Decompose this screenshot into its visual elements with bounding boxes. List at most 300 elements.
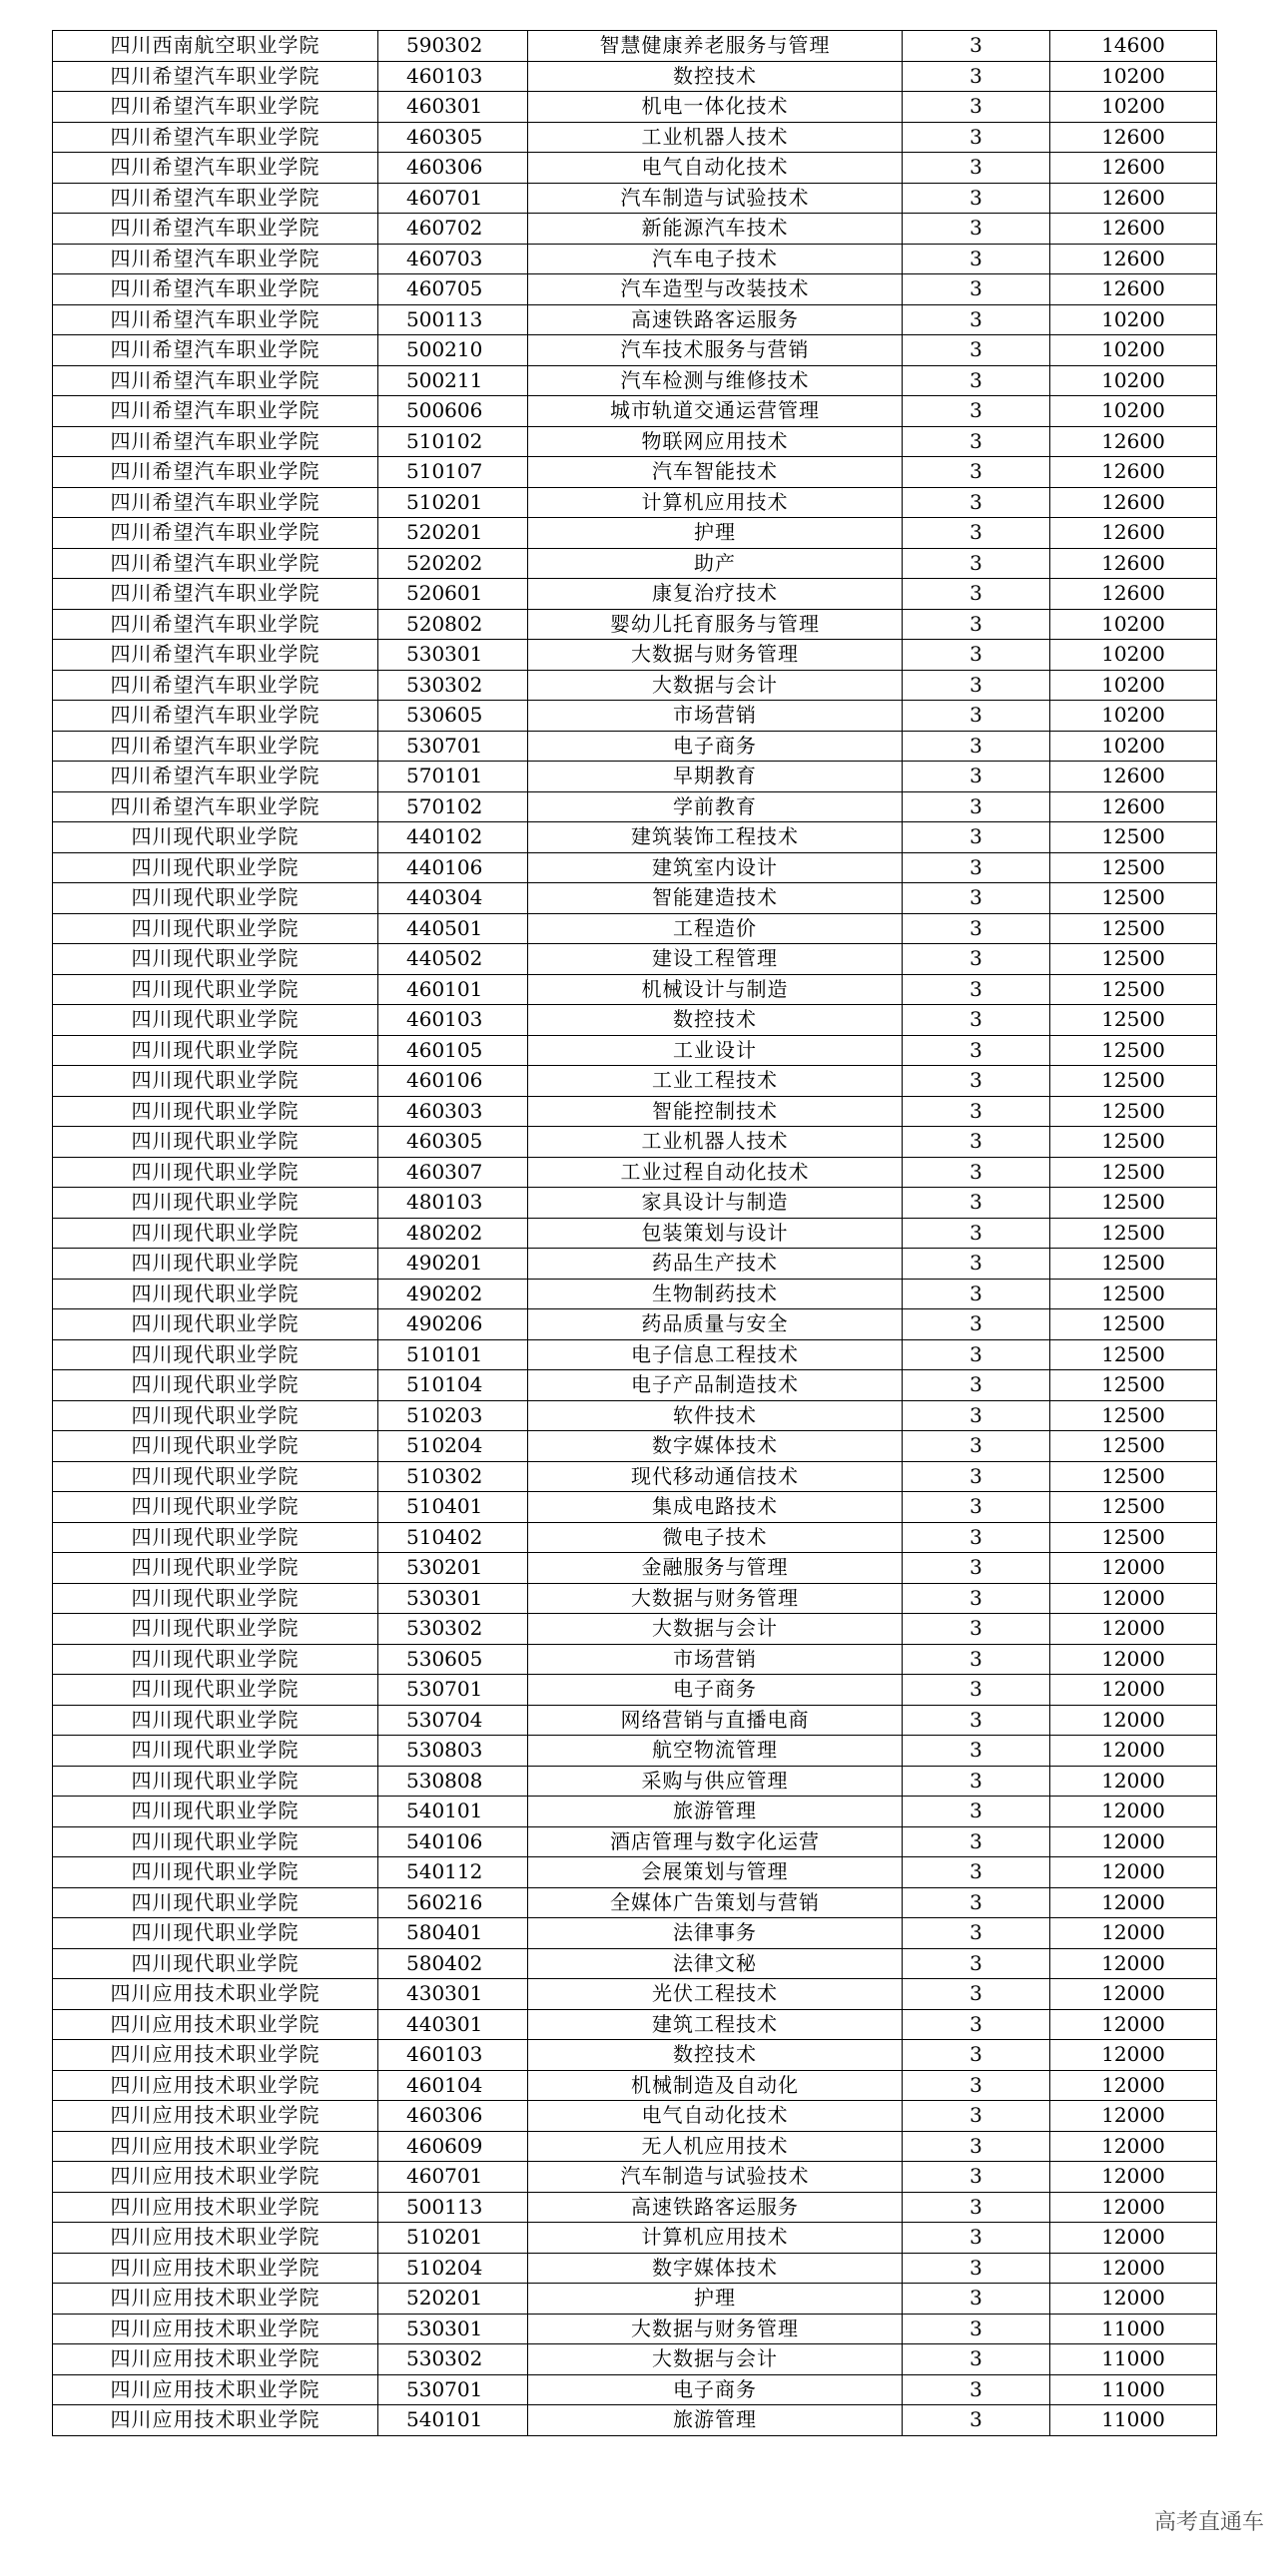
duration-years-cell: 3: [903, 762, 1050, 792]
major-code-cell: 540112: [378, 1857, 528, 1888]
major-code-cell: 540106: [378, 1826, 528, 1857]
major-name-cell: 微电子技术: [528, 1522, 903, 1553]
tuition-fee-cell: 12000: [1050, 1705, 1217, 1736]
major-name-cell: 数控技术: [528, 61, 903, 92]
table-row: [53, 1644, 1217, 1675]
tuition-fee-cell: 12000: [1050, 1797, 1217, 1827]
major-code-cell: 500210: [378, 335, 528, 366]
major-code-cell: 560216: [378, 1887, 528, 1918]
tuition-fee-cell: 12000: [1050, 1766, 1217, 1797]
major-name-cell: 工业过程自动化技术: [528, 1157, 903, 1188]
duration-years-cell: 3: [903, 791, 1050, 822]
major-name-cell: 会展策划与管理: [528, 1857, 903, 1888]
major-code-cell: 440502: [378, 944, 528, 975]
major-code-cell: 510107: [378, 457, 528, 488]
major-name-cell: 电子产品制造技术: [528, 1370, 903, 1401]
table-row: [53, 640, 1217, 671]
duration-years-cell: 3: [903, 701, 1050, 732]
school-name-cell: 四川现代职业学院: [53, 1797, 378, 1827]
major-code-cell: 510201: [378, 2223, 528, 2254]
school-name-cell: 四川希望汽车职业学院: [53, 335, 378, 366]
duration-years-cell: 3: [903, 487, 1050, 518]
duration-years-cell: 3: [903, 944, 1050, 975]
table-row: [53, 1583, 1217, 1614]
tuition-fee-cell: 12000: [1050, 1887, 1217, 1918]
major-code-cell: 460105: [378, 1035, 528, 1066]
major-code-cell: 530302: [378, 1614, 528, 1645]
table-row: [53, 1279, 1217, 1309]
school-name-cell: 四川希望汽车职业学院: [53, 426, 378, 457]
school-name-cell: 四川现代职业学院: [53, 1918, 378, 1949]
tuition-fee-cell: 12500: [1050, 1249, 1217, 1280]
major-name-cell: 大数据与财务管理: [528, 640, 903, 671]
tuition-fee-cell: 12500: [1050, 1309, 1217, 1340]
tuition-fee-cell: 12500: [1050, 1279, 1217, 1309]
tuition-fee-cell: 12000: [1050, 2192, 1217, 2223]
duration-years-cell: 3: [903, 214, 1050, 245]
major-name-cell: 物联网应用技术: [528, 426, 903, 457]
school-name-cell: 四川希望汽车职业学院: [53, 791, 378, 822]
table-row: [53, 883, 1217, 914]
major-name-cell: 计算机应用技术: [528, 487, 903, 518]
table-row: [53, 122, 1217, 153]
duration-years-cell: 3: [903, 2314, 1050, 2344]
duration-years-cell: 3: [903, 518, 1050, 549]
major-code-cell: 500113: [378, 304, 528, 335]
table-row: [53, 1553, 1217, 1584]
duration-years-cell: 3: [903, 852, 1050, 883]
table-row: [53, 1400, 1217, 1431]
major-code-cell: 530701: [378, 731, 528, 762]
duration-years-cell: 3: [903, 1522, 1050, 1553]
major-name-cell: 早期教育: [528, 762, 903, 792]
table-row: [53, 1035, 1217, 1066]
table-row: [53, 791, 1217, 822]
tuition-fee-cell: 12500: [1050, 852, 1217, 883]
table-row: [53, 1979, 1217, 2010]
tuition-fee-cell: 12500: [1050, 1339, 1217, 1370]
table-row: [53, 1249, 1217, 1280]
school-name-cell: 四川现代职业学院: [53, 1249, 378, 1280]
school-name-cell: 四川现代职业学院: [53, 1736, 378, 1767]
table-row: [53, 335, 1217, 366]
watermark-text: 高考直通车: [1153, 2510, 1264, 2535]
table-row: [53, 2314, 1217, 2344]
duration-years-cell: 3: [903, 1279, 1050, 1309]
major-code-cell: 490206: [378, 1309, 528, 1340]
major-name-cell: 计算机应用技术: [528, 2223, 903, 2254]
school-name-cell: 四川现代职业学院: [53, 1005, 378, 1036]
school-name-cell: 四川希望汽车职业学院: [53, 183, 378, 214]
major-name-cell: 建筑工程技术: [528, 2009, 903, 2040]
tuition-fee-cell: 12000: [1050, 1583, 1217, 1614]
school-name-cell: 四川应用技术职业学院: [53, 2374, 378, 2405]
table-row: [53, 822, 1217, 853]
duration-years-cell: 3: [903, 1736, 1050, 1767]
tuition-fee-cell: 12500: [1050, 1096, 1217, 1127]
table-row: [53, 1157, 1217, 1188]
tuition-fee-cell: 12600: [1050, 579, 1217, 610]
school-name-cell: 四川现代职业学院: [53, 1309, 378, 1340]
table-row: [53, 1948, 1217, 1979]
major-code-cell: 460301: [378, 92, 528, 123]
table-row: [53, 731, 1217, 762]
major-name-cell: 家具设计与制造: [528, 1188, 903, 1219]
major-code-cell: 520201: [378, 518, 528, 549]
school-name-cell: 四川现代职业学院: [53, 1035, 378, 1066]
table-row: [53, 1218, 1217, 1249]
school-name-cell: 四川现代职业学院: [53, 1370, 378, 1401]
school-name-cell: 四川应用技术职业学院: [53, 2162, 378, 2193]
school-name-cell: 四川希望汽车职业学院: [53, 92, 378, 123]
duration-years-cell: 3: [903, 365, 1050, 396]
school-name-cell: 四川西南航空职业学院: [53, 31, 378, 62]
table-row: [53, 1918, 1217, 1949]
major-name-cell: 金融服务与管理: [528, 1553, 903, 1584]
tuition-fee-cell: 12500: [1050, 1522, 1217, 1553]
table-row: [53, 1522, 1217, 1553]
table-row: [53, 1370, 1217, 1401]
tuition-fee-cell: 12600: [1050, 244, 1217, 274]
tuition-fee-cell: 12000: [1050, 1614, 1217, 1645]
major-code-cell: 530302: [378, 670, 528, 701]
major-code-cell: 480202: [378, 1218, 528, 1249]
major-code-cell: 510302: [378, 1461, 528, 1492]
school-name-cell: 四川希望汽车职业学院: [53, 762, 378, 792]
major-name-cell: 新能源汽车技术: [528, 214, 903, 245]
major-name-cell: 智慧健康养老服务与管理: [528, 31, 903, 62]
major-code-cell: 460703: [378, 244, 528, 274]
major-code-cell: 460307: [378, 1157, 528, 1188]
table-row: [53, 1705, 1217, 1736]
school-name-cell: 四川应用技术职业学院: [53, 2192, 378, 2223]
tuition-fee-cell: 12600: [1050, 487, 1217, 518]
tuition-fee-cell: 10200: [1050, 640, 1217, 671]
major-code-cell: 500113: [378, 2192, 528, 2223]
tuition-fee-cell: 11000: [1050, 2405, 1217, 2436]
tuition-fee-cell: 10200: [1050, 670, 1217, 701]
major-name-cell: 现代移动通信技术: [528, 1461, 903, 1492]
major-code-cell: 460104: [378, 2070, 528, 2101]
tuition-fee-cell: 11000: [1050, 2344, 1217, 2375]
table-row: [53, 2162, 1217, 2193]
table-row: [53, 1766, 1217, 1797]
tuition-fee-cell: 12000: [1050, 2009, 1217, 2040]
school-name-cell: 四川现代职业学院: [53, 1400, 378, 1431]
duration-years-cell: 3: [903, 335, 1050, 366]
duration-years-cell: 3: [903, 640, 1050, 671]
tuition-fee-cell: 10200: [1050, 304, 1217, 335]
school-name-cell: 四川现代职业学院: [53, 1218, 378, 1249]
duration-years-cell: 3: [903, 609, 1050, 640]
duration-years-cell: 3: [903, 822, 1050, 853]
tuition-fee-cell: 12500: [1050, 1400, 1217, 1431]
major-code-cell: 580401: [378, 1918, 528, 1949]
duration-years-cell: 3: [903, 1614, 1050, 1645]
tuition-fee-cell: 12500: [1050, 913, 1217, 944]
table-row: [53, 1614, 1217, 1645]
table-row: [53, 183, 1217, 214]
table-row: [53, 1736, 1217, 1767]
major-name-cell: 旅游管理: [528, 2405, 903, 2436]
duration-years-cell: 3: [903, 274, 1050, 305]
school-name-cell: 四川现代职业学院: [53, 1705, 378, 1736]
tuition-fee-cell: 12600: [1050, 183, 1217, 214]
tuition-fee-cell: 12600: [1050, 762, 1217, 792]
major-name-cell: 旅游管理: [528, 1797, 903, 1827]
table-row: [53, 61, 1217, 92]
table-row: [53, 2405, 1217, 2436]
major-code-cell: 530301: [378, 2314, 528, 2344]
table-row: [53, 1826, 1217, 1857]
duration-years-cell: 3: [903, 1675, 1050, 1706]
duration-years-cell: 3: [903, 1249, 1050, 1280]
duration-years-cell: 3: [903, 1583, 1050, 1614]
table-row: [53, 579, 1217, 610]
major-code-cell: 460101: [378, 974, 528, 1005]
major-code-cell: 500211: [378, 365, 528, 396]
table-row: [53, 92, 1217, 123]
school-name-cell: 四川现代职业学院: [53, 1857, 378, 1888]
table-row: [53, 670, 1217, 701]
school-name-cell: 四川希望汽车职业学院: [53, 670, 378, 701]
major-code-cell: 440301: [378, 2009, 528, 2040]
school-name-cell: 四川希望汽车职业学院: [53, 701, 378, 732]
school-name-cell: 四川希望汽车职业学院: [53, 365, 378, 396]
duration-years-cell: 3: [903, 548, 1050, 579]
duration-years-cell: 3: [903, 1157, 1050, 1188]
table-body: [53, 31, 1217, 2436]
duration-years-cell: 3: [903, 183, 1050, 214]
table-row: [53, 2253, 1217, 2284]
major-code-cell: 520202: [378, 548, 528, 579]
duration-years-cell: 3: [903, 1766, 1050, 1797]
tuition-fee-cell: 12000: [1050, 2131, 1217, 2162]
major-code-cell: 520201: [378, 2284, 528, 2315]
major-code-cell: 460609: [378, 2131, 528, 2162]
major-code-cell: 460106: [378, 1066, 528, 1097]
duration-years-cell: 3: [903, 304, 1050, 335]
duration-years-cell: 3: [903, 2040, 1050, 2071]
tuition-fee-cell: 12500: [1050, 944, 1217, 975]
table-row: [53, 31, 1217, 62]
school-name-cell: 四川希望汽车职业学院: [53, 579, 378, 610]
major-name-cell: 电气自动化技术: [528, 2101, 903, 2132]
major-name-cell: 助产: [528, 548, 903, 579]
major-name-cell: 电子信息工程技术: [528, 1339, 903, 1370]
school-name-cell: 四川现代职业学院: [53, 1644, 378, 1675]
major-code-cell: 480103: [378, 1188, 528, 1219]
school-name-cell: 四川现代职业学院: [53, 852, 378, 883]
school-name-cell: 四川现代职业学院: [53, 1948, 378, 1979]
table-row: [53, 1887, 1217, 1918]
school-name-cell: 四川现代职业学院: [53, 1339, 378, 1370]
tuition-fee-cell: 12000: [1050, 1644, 1217, 1675]
major-name-cell: 大数据与会计: [528, 1614, 903, 1645]
major-code-cell: 530605: [378, 701, 528, 732]
school-name-cell: 四川希望汽车职业学院: [53, 731, 378, 762]
major-name-cell: 软件技术: [528, 1400, 903, 1431]
major-code-cell: 510101: [378, 1339, 528, 1370]
major-code-cell: 530201: [378, 1553, 528, 1584]
major-name-cell: 汽车制造与试验技术: [528, 2162, 903, 2193]
duration-years-cell: 3: [903, 1096, 1050, 1127]
table-row: [53, 2223, 1217, 2254]
major-name-cell: 汽车制造与试验技术: [528, 183, 903, 214]
major-code-cell: 530808: [378, 1766, 528, 1797]
tuition-fee-cell: 12000: [1050, 1736, 1217, 1767]
major-name-cell: 智能建造技术: [528, 883, 903, 914]
duration-years-cell: 3: [903, 1918, 1050, 1949]
duration-years-cell: 3: [903, 153, 1050, 184]
duration-years-cell: 3: [903, 2253, 1050, 2284]
duration-years-cell: 3: [903, 1826, 1050, 1857]
tuition-fee-cell: 10200: [1050, 61, 1217, 92]
table-row: [53, 1096, 1217, 1127]
duration-years-cell: 3: [903, 1948, 1050, 1979]
tuition-fee-cell: 12600: [1050, 791, 1217, 822]
tuition-fee-cell: 10200: [1050, 701, 1217, 732]
tuition-fee-cell: 12500: [1050, 1035, 1217, 1066]
major-name-cell: 学前教育: [528, 791, 903, 822]
major-name-cell: 法律文秘: [528, 1948, 903, 1979]
major-name-cell: 航空物流管理: [528, 1736, 903, 1767]
major-code-cell: 510402: [378, 1522, 528, 1553]
duration-years-cell: 3: [903, 1644, 1050, 1675]
tuition-fee-cell: 12500: [1050, 1431, 1217, 1462]
duration-years-cell: 3: [903, 2101, 1050, 2132]
major-name-cell: 数控技术: [528, 2040, 903, 2071]
duration-years-cell: 3: [903, 974, 1050, 1005]
duration-years-cell: 3: [903, 1979, 1050, 2010]
major-code-cell: 530301: [378, 640, 528, 671]
major-code-cell: 520802: [378, 609, 528, 640]
tuition-fee-cell: 12600: [1050, 548, 1217, 579]
major-name-cell: 建设工程管理: [528, 944, 903, 975]
major-name-cell: 数字媒体技术: [528, 1431, 903, 1462]
table-row: [53, 913, 1217, 944]
school-name-cell: 四川现代职业学院: [53, 1492, 378, 1523]
table-row: [53, 701, 1217, 732]
table-row: [53, 1066, 1217, 1097]
school-name-cell: 四川现代职业学院: [53, 883, 378, 914]
table-row: [53, 396, 1217, 427]
tuition-fee-cell: 12000: [1050, 2223, 1217, 2254]
table-row: [53, 1339, 1217, 1370]
table-row: [53, 1675, 1217, 1706]
duration-years-cell: 3: [903, 1400, 1050, 1431]
table-row: [53, 762, 1217, 792]
school-name-cell: 四川现代职业学院: [53, 1431, 378, 1462]
duration-years-cell: 3: [903, 2374, 1050, 2405]
school-name-cell: 四川应用技术职业学院: [53, 2101, 378, 2132]
school-name-cell: 四川现代职业学院: [53, 913, 378, 944]
table-row: [53, 2284, 1217, 2315]
major-name-cell: 大数据与会计: [528, 2344, 903, 2375]
major-name-cell: 数控技术: [528, 1005, 903, 1036]
major-name-cell: 护理: [528, 518, 903, 549]
major-code-cell: 460701: [378, 2162, 528, 2193]
duration-years-cell: 3: [903, 1127, 1050, 1158]
duration-years-cell: 3: [903, 2192, 1050, 2223]
major-code-cell: 460306: [378, 153, 528, 184]
school-name-cell: 四川应用技术职业学院: [53, 2131, 378, 2162]
table-row: [53, 944, 1217, 975]
duration-years-cell: 3: [903, 1218, 1050, 1249]
school-name-cell: 四川现代职业学院: [53, 1766, 378, 1797]
tuition-fee-cell: 12000: [1050, 2101, 1217, 2132]
major-code-cell: 460103: [378, 2040, 528, 2071]
table-row: [53, 609, 1217, 640]
major-code-cell: 490201: [378, 1249, 528, 1280]
major-code-cell: 460305: [378, 122, 528, 153]
school-name-cell: 四川现代职业学院: [53, 1096, 378, 1127]
duration-years-cell: 3: [903, 396, 1050, 427]
duration-years-cell: 3: [903, 579, 1050, 610]
tuition-fee-cell: 12600: [1050, 426, 1217, 457]
major-code-cell: 540101: [378, 2405, 528, 2436]
major-code-cell: 510104: [378, 1370, 528, 1401]
table-row: [53, 274, 1217, 305]
major-name-cell: 生物制药技术: [528, 1279, 903, 1309]
major-code-cell: 570101: [378, 762, 528, 792]
table-row: [53, 214, 1217, 245]
major-name-cell: 大数据与财务管理: [528, 2314, 903, 2344]
table-row: [53, 2192, 1217, 2223]
major-code-cell: 440304: [378, 883, 528, 914]
major-name-cell: 电子商务: [528, 2374, 903, 2405]
table-row: [53, 974, 1217, 1005]
table-row: [53, 2344, 1217, 2375]
school-name-cell: 四川应用技术职业学院: [53, 2314, 378, 2344]
tuition-fee-cell: 12500: [1050, 1370, 1217, 1401]
school-name-cell: 四川希望汽车职业学院: [53, 396, 378, 427]
table-row: [53, 2070, 1217, 2101]
major-name-cell: 婴幼儿托育服务与管理: [528, 609, 903, 640]
table-row: [53, 244, 1217, 274]
tuition-fee-cell: 10200: [1050, 731, 1217, 762]
school-name-cell: 四川现代职业学院: [53, 1675, 378, 1706]
duration-years-cell: 3: [903, 1492, 1050, 1523]
tuition-fee-cell: 12500: [1050, 1461, 1217, 1492]
tuition-fee-cell: 14600: [1050, 31, 1217, 62]
school-name-cell: 四川应用技术职业学院: [53, 2040, 378, 2071]
duration-years-cell: 3: [903, 31, 1050, 62]
major-name-cell: 高速铁路客运服务: [528, 304, 903, 335]
duration-years-cell: 3: [903, 2070, 1050, 2101]
major-name-cell: 护理: [528, 2284, 903, 2315]
table-row: [53, 2009, 1217, 2040]
duration-years-cell: 3: [903, 913, 1050, 944]
major-name-cell: 康复治疗技术: [528, 579, 903, 610]
duration-years-cell: 3: [903, 1797, 1050, 1827]
duration-years-cell: 3: [903, 2162, 1050, 2193]
table-row: [53, 365, 1217, 396]
duration-years-cell: 3: [903, 731, 1050, 762]
table-row: [53, 1127, 1217, 1158]
tuition-fee-cell: 12600: [1050, 122, 1217, 153]
major-name-cell: 大数据与会计: [528, 670, 903, 701]
school-name-cell: 四川希望汽车职业学院: [53, 122, 378, 153]
major-code-cell: 460306: [378, 2101, 528, 2132]
major-code-cell: 460702: [378, 214, 528, 245]
major-code-cell: 530701: [378, 1675, 528, 1706]
duration-years-cell: 3: [903, 1005, 1050, 1036]
major-code-cell: 460705: [378, 274, 528, 305]
tuition-fee-cell: 11000: [1050, 2314, 1217, 2344]
major-code-cell: 530605: [378, 1644, 528, 1675]
duration-years-cell: 3: [903, 122, 1050, 153]
